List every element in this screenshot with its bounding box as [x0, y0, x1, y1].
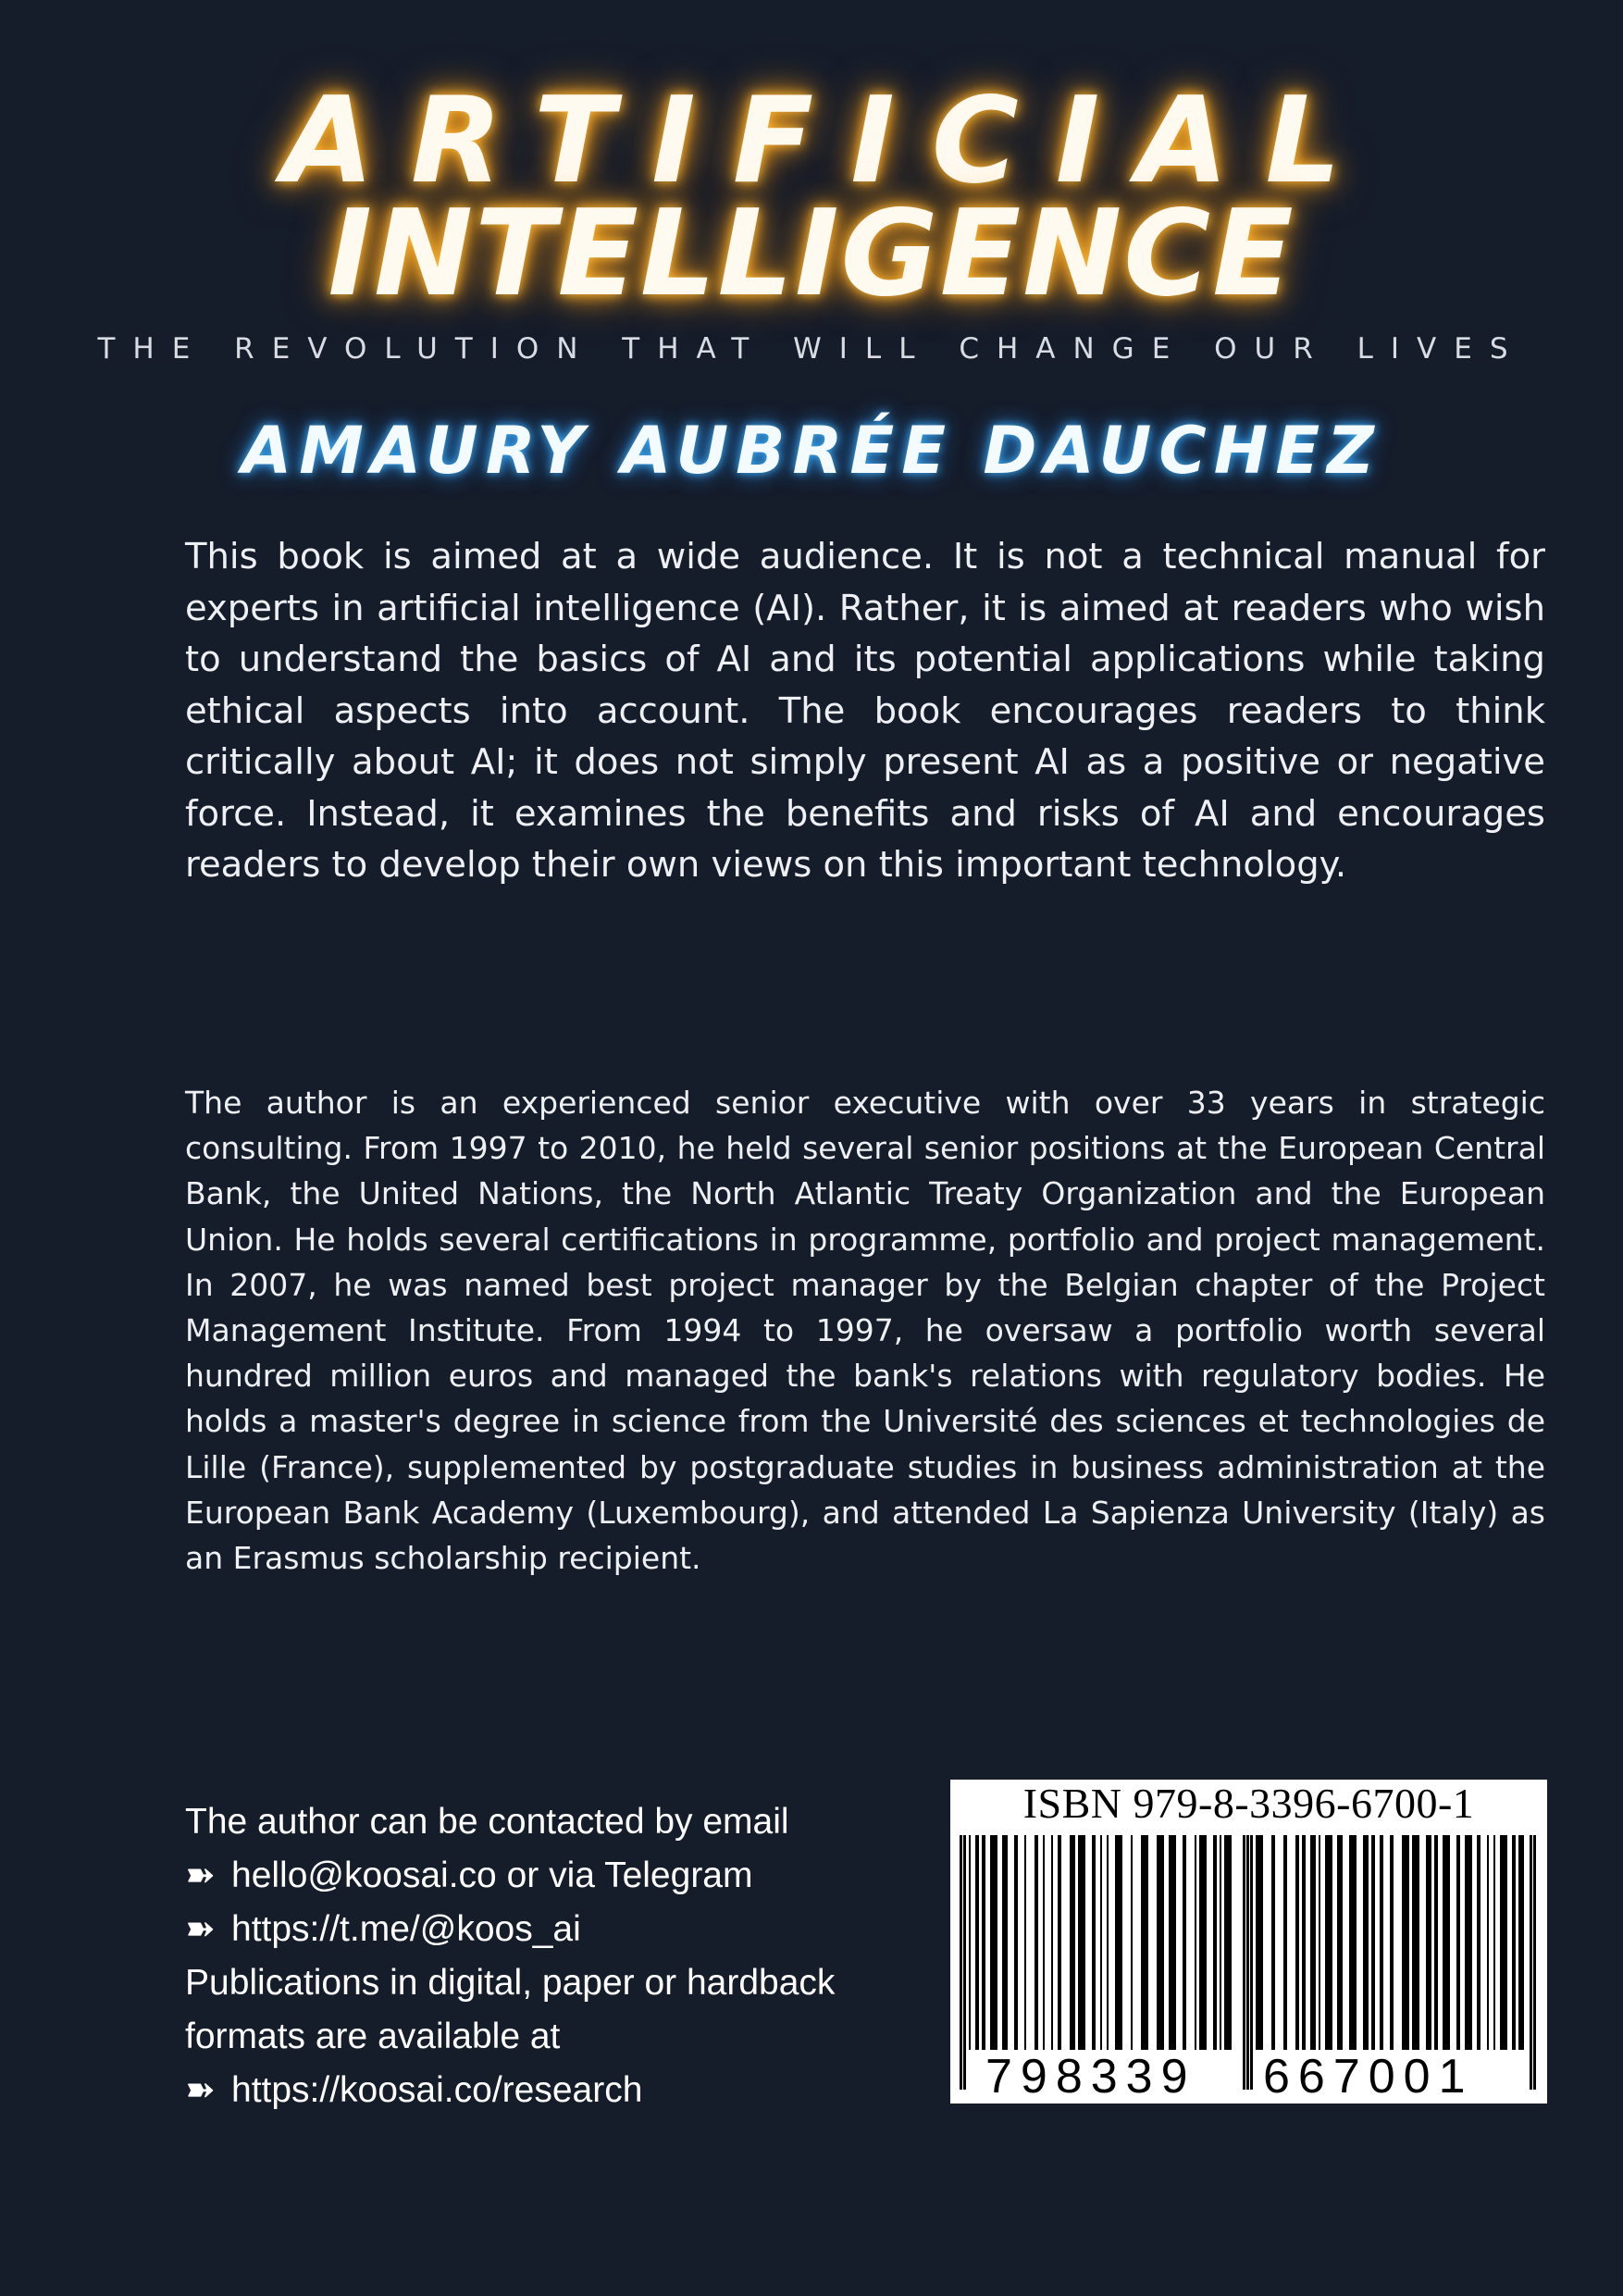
barcode-bar: [1380, 1835, 1383, 2050]
barcode-bar: [1078, 1835, 1085, 2050]
barcode-bar: [1412, 1835, 1419, 2050]
barcode-bar: [975, 1835, 979, 2050]
publications-text-2: formats are available at: [185, 2017, 561, 2056]
barcode-bar: [1325, 1835, 1332, 2050]
telegram-link[interactable]: https://t.me/@koos_ai: [231, 1909, 581, 1949]
barcode-bar: [1199, 1835, 1207, 2050]
contact-intro: The author can be contacted by email: [185, 1802, 789, 1842]
barcode-digits-left: 798339: [985, 2050, 1196, 2104]
barcode-bar: [990, 1835, 997, 2050]
barcode-bar: [1169, 1835, 1176, 2050]
barcode-bar: [1434, 1835, 1438, 2050]
email-link[interactable]: hello@koosai.co or via Telegram: [231, 1855, 753, 1895]
barcode-bar: [1337, 1835, 1343, 2050]
barcode-bar: [1487, 1835, 1489, 2050]
barcode-bar: [1402, 1835, 1409, 2050]
barcode-bar: [1183, 1835, 1186, 2050]
isbn-label: ISBN 979-8-3396-6700-1: [1022, 1780, 1475, 1827]
barcode-bar: [1390, 1835, 1394, 2050]
barcode-bar: [1058, 1835, 1061, 2050]
barcode-bar: [1319, 1835, 1320, 2050]
barcode-bar: [1477, 1835, 1481, 2050]
barcode-bar: [1070, 1835, 1075, 2050]
contact-email-line: [185, 1849, 925, 1903]
barcode-bar: [1493, 1835, 1495, 2050]
arrow-icon: ➽: [185, 2070, 216, 2110]
barcode-bar: [1295, 1835, 1299, 2050]
publications-text-1: Publications in digital, paper or hardback: [185, 1963, 836, 2003]
barcode-bar: [1363, 1835, 1369, 2050]
barcode-bar: [1512, 1835, 1516, 2050]
barcode-bar: [1224, 1835, 1232, 2050]
barcode-bar: [1115, 1835, 1122, 2050]
barcode-digits: [950, 2050, 1547, 2104]
title-line-2: INTELLIGENCE: [328, 185, 1295, 323]
barcode-bar: [982, 1835, 985, 2050]
barcode-bar: [1213, 1835, 1217, 2050]
barcode-bar: [1141, 1835, 1148, 2050]
barcode-bar: [1043, 1835, 1045, 2050]
barcode-bar: [1092, 1835, 1096, 2050]
book-blurb: This book is aimed at a wide audience. It is not a technical manual for experts in artificial intelligence (AI). Rather, it is aimed at readers who wish to understand the basics of AI and its potential applications while taking ethical aspects into account. The book encourages readers to think critically about AI; it does not simply present AI as a positive or negative force. Instead, it examines the benefits and risks of AI and encourages readers to develop their own views on this important technology.: [185, 536, 1545, 886]
barcode-bar: [1051, 1835, 1053, 2050]
barcode-bar: [1256, 1835, 1263, 2050]
barcode-bar: [969, 1835, 971, 2050]
contact-telegram-line: [185, 1903, 925, 1956]
arrow-icon: ➽: [185, 1909, 216, 1949]
barcode-bar: [1002, 1835, 1008, 2050]
author-bio: The author is an experienced senior executive with over 33 years in strategic consulting. From 1997 to 2010, he held several senior positions at the European Central Bank, the United Nations, the North Atlantic Treaty Organization and the European Union. He holds several certifications in programme, portfolio and project management. In 2007, he was named best project manager by the Belgian chapter of the Project Management Institute. From 1994 to 1997, he oversaw a portfolio worth several hundred million euros and managed the bank's relations with regulatory bodies. He holds a master's degree in science from the Université des sciences et technologies de Lille (France), supplemented by postgraduate studies in business administration at the European Bank Academy (Luxembourg), and attended La Sapienza University (Italy) as an Erasmus scholarship recipient.: [185, 1085, 1545, 1577]
research-link[interactable]: https://koosai.co/research: [231, 2070, 643, 2110]
barcode-bar: [1349, 1835, 1357, 2050]
barcode-bar: [1195, 1835, 1196, 2050]
barcode-bar: [1500, 1835, 1507, 2050]
barcode-bar: [1283, 1835, 1287, 2050]
barcode-bar: [1371, 1835, 1375, 2050]
barcode-bar: [1024, 1835, 1026, 2050]
barcode-bar: [1302, 1835, 1306, 2050]
title-line-1: ARTIFICIAL: [281, 72, 1379, 210]
author-name: AMAURY AUBRÉE DAUCHEZ: [242, 413, 1381, 489]
subtitle: THE REVOLUTION THAT WILL CHANGE OUR LIVES: [97, 332, 1526, 366]
barcode-digits-right: 667001: [1263, 2050, 1474, 2104]
contact-research-line: [185, 2064, 925, 2117]
barcode-bar: [1426, 1835, 1431, 2050]
contact-block: [185, 1795, 925, 2117]
arrow-icon: ➽: [185, 1855, 216, 1895]
barcode-bar: [1465, 1835, 1472, 2050]
barcode-bar: [1220, 1835, 1221, 2050]
barcode-bar: [1157, 1835, 1164, 2050]
barcode-bar: [1131, 1835, 1133, 2050]
barcode-bar: [1035, 1835, 1038, 2050]
barcode-bar: [1443, 1835, 1450, 2050]
barcode-bar: [1271, 1835, 1275, 2050]
barcode-bar: [1014, 1835, 1018, 2050]
barcode-bar: [1310, 1835, 1316, 2050]
barcode-bar: [1518, 1835, 1524, 2050]
barcode-bar: [1456, 1835, 1460, 2050]
barcode-bar: [1107, 1835, 1109, 2050]
barcode: [950, 1780, 1547, 2104]
barcode-bar: [1100, 1835, 1102, 2050]
